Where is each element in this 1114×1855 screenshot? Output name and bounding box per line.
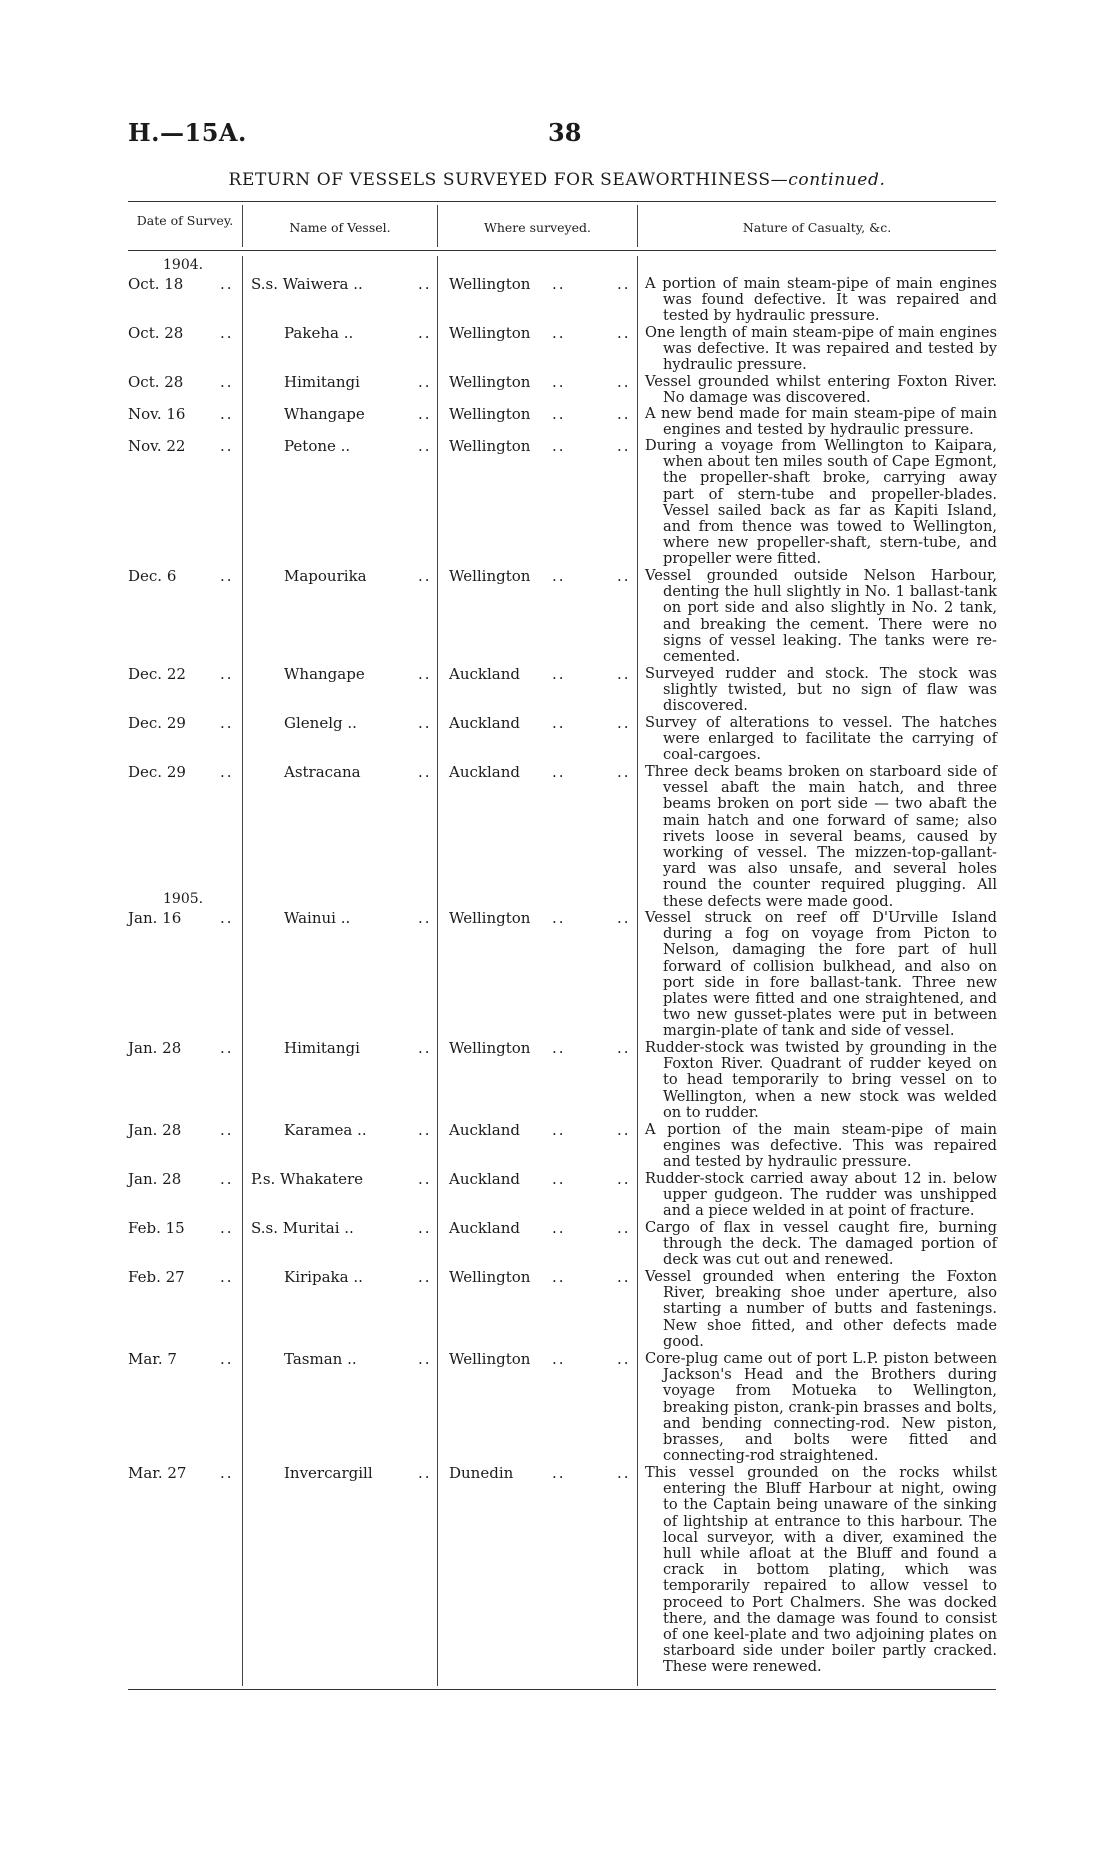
vessel-name: Tasman .. <box>284 1350 357 1368</box>
column-divider-3 <box>637 256 638 1686</box>
leader-dots: .. <box>617 763 631 781</box>
leader-dots: .. <box>418 324 432 342</box>
survey-date: Dec. 29 <box>128 763 186 781</box>
leader-dots: .. <box>220 405 234 423</box>
leader-dots: .. <box>418 1350 432 1368</box>
leader-dots: .. <box>220 1268 234 1286</box>
casualty-description: Vessel grounded outside Nelson Harbour, denting the hull slightly in No. 1 ballast-tank on port side and also slightly in No. 2 tank, and breaking the cement. There were no signs of vessel leaking. The tanks were re-cemented. <box>645 567 997 666</box>
leader-dots: .. <box>220 1039 234 1057</box>
survey-date: Jan. 28 <box>128 1121 182 1139</box>
survey-date: Mar. 7 <box>128 1350 177 1368</box>
leader-dots: .. <box>552 405 566 423</box>
leader-dots: .. <box>418 1268 432 1286</box>
column-header-date: Date of Survey. <box>136 213 234 228</box>
leader-dots: .. <box>418 1039 432 1057</box>
survey-location: Auckland <box>449 763 520 781</box>
leader-dots: .. <box>617 1464 631 1482</box>
survey-location: Wellington <box>449 1350 531 1368</box>
leader-dots: .. <box>220 275 234 293</box>
casualty-description: Vessel grounded whilst entering Foxton River. No damage was discovered. <box>645 373 997 407</box>
survey-date: Jan. 16 <box>128 909 182 927</box>
survey-year: 1905. <box>163 891 204 907</box>
survey-date: Jan. 28 <box>128 1170 182 1188</box>
casualty-description: During a voyage from Wellington to Kaipara, when about ten miles south of Cape Egmont, the propeller-shaft broke, carrying away part of stern-tube and propeller-blades. Vessel sailed back as far as Kapiti Island, and from thence was towed to Wellington, where new propeller-shaft, stern-tube, and propeller were fitted. <box>645 437 997 568</box>
leader-dots: .. <box>617 1039 631 1057</box>
leader-dots: .. <box>617 324 631 342</box>
leader-dots: .. <box>220 1170 234 1188</box>
survey-location: Wellington <box>449 275 531 293</box>
leader-dots: .. <box>220 714 234 732</box>
casualty-description: Cargo of flax in vessel caught fire, burning through the deck. The damaged portion of deck was cut out and renewed. <box>645 1219 997 1269</box>
leader-dots: .. <box>617 405 631 423</box>
survey-location: Wellington <box>449 1268 531 1286</box>
leader-dots: .. <box>552 665 566 683</box>
vessel-name: Himitangi <box>284 373 360 391</box>
leader-dots: .. <box>418 1219 432 1237</box>
leader-dots: .. <box>220 1464 234 1482</box>
leader-dots: .. <box>220 567 234 585</box>
title-main: RETURN OF VESSELS SURVEYED FOR SEAWORTHINESS— <box>228 170 789 190</box>
leader-dots: .. <box>552 1464 566 1482</box>
vessel-name: Invercargill <box>284 1464 373 1482</box>
casualty-description: A portion of main steam-pipe of main engines was found defective. It was repaired and tested by hydraulic pressure. <box>645 275 997 325</box>
leader-dots: .. <box>552 373 566 391</box>
table-header-rule <box>128 250 996 251</box>
survey-date: Nov. 22 <box>128 437 186 455</box>
leader-dots: .. <box>418 665 432 683</box>
leader-dots: .. <box>220 1121 234 1139</box>
leader-dots: .. <box>617 1219 631 1237</box>
leader-dots: .. <box>220 909 234 927</box>
survey-date: Feb. 27 <box>128 1268 185 1286</box>
survey-date: Mar. 27 <box>128 1464 187 1482</box>
vessel-name: Petone .. <box>284 437 351 455</box>
leader-dots: .. <box>552 275 566 293</box>
document-reference: H.—15A. <box>128 118 247 147</box>
vessel-name: Wainui .. <box>284 909 351 927</box>
leader-dots: .. <box>552 1268 566 1286</box>
survey-location: Wellington <box>449 909 531 927</box>
casualty-description: Surveyed rudder and stock. The stock was slightly twisted, but no sign of flaw was discovered. <box>645 665 997 715</box>
vessel-name: Pakeha .. <box>284 324 354 342</box>
survey-location: Wellington <box>449 405 531 423</box>
casualty-description: This vessel grounded on the rocks whilst entering the Bluff Harbour at night, owing to the Captain being unaware of the sinking of lightship at entrance to this harbour. The local surveyor, with a diver, examined the hull while afloat at the Bluff and found a crack in bottom plating, which was temporarily repaired to allow vessel to proceed to Port Chalmers. She was docked there, and the damage was found to consist of one keel-plate and two adjoining plates on starboard side under boiler partly cracked. These were renewed. <box>645 1464 997 1676</box>
casualty-description: Core-plug came out of port L.P. piston between Jackson's Head and the Brothers during voyage from Motueka to Wellington, breaking piston, crank-pin brasses and bolts, and bending connecting-rod. New piston, brasses, and bolts were fitted and connecting-rod straightened. <box>645 1350 997 1465</box>
leader-dots: .. <box>617 1121 631 1139</box>
title-continued: continued. <box>788 170 886 190</box>
survey-date: Nov. 16 <box>128 405 186 423</box>
vessel-name: S.s. Waiwera .. <box>251 275 363 293</box>
survey-location: Auckland <box>449 1121 520 1139</box>
survey-year: 1904. <box>163 257 204 273</box>
column-header-nature: Nature of Casualty, &c. <box>742 220 892 235</box>
leader-dots: .. <box>617 1350 631 1368</box>
casualty-description: A new bend made for main steam-pipe of main engines and tested by hydraulic pressure. <box>645 405 997 439</box>
vessel-name: Kiripaka .. <box>284 1268 363 1286</box>
survey-location: Wellington <box>449 373 531 391</box>
leader-dots: .. <box>418 567 432 585</box>
vessel-name: Astracana <box>284 763 361 781</box>
casualty-description: Three deck beams broken on starboard side of vessel abaft the main hatch, and three beams broken on port side — two abaft the main hatch and one forward of same; also rivets loose in several beams, caused by working of vessel. The mizzen-top-gallant-yard was also unsafe, and several holes round the counter required plugging. All these defects were made good. <box>645 763 997 910</box>
survey-date: Oct. 28 <box>128 324 184 342</box>
leader-dots: .. <box>552 324 566 342</box>
vessel-name: Himitangi <box>284 1039 360 1057</box>
table-top-rule <box>128 201 996 202</box>
leader-dots: .. <box>418 909 432 927</box>
survey-date: Dec. 22 <box>128 665 186 683</box>
leader-dots: .. <box>418 437 432 455</box>
page-title <box>0 170 1114 190</box>
casualty-description: Rudder-stock carried away about 12 in. below upper gudgeon. The rudder was unshipped and a piece welded in at point of fracture. <box>645 1170 997 1220</box>
leader-dots: .. <box>552 437 566 455</box>
survey-location: Auckland <box>449 1219 520 1237</box>
vessel-name: Whangape <box>284 405 365 423</box>
survey-location: Auckland <box>449 1170 520 1188</box>
leader-dots: .. <box>617 714 631 732</box>
leader-dots: .. <box>617 275 631 293</box>
survey-location: Auckland <box>449 714 520 732</box>
survey-date: Feb. 15 <box>128 1219 185 1237</box>
casualty-description: Survey of alterations to vessel. The hatches were enlarged to facilitate the carrying of coal-cargoes. <box>645 714 997 764</box>
leader-dots: .. <box>418 763 432 781</box>
leader-dots: .. <box>220 1350 234 1368</box>
column-header-where: Where surveyed. <box>484 220 591 235</box>
leader-dots: .. <box>418 1464 432 1482</box>
casualty-description: Vessel struck on reef off D'Urville Island during a fog on voyage from Picton to Nelson, damaging the fore part of hull forward of collision bulkhead, and also on port side in fore ballast-tank. Three new plates were fitted and one straightened, and two new gusset-plates were put in between margin-plate of tank and side of vessel. <box>645 909 997 1040</box>
leader-dots: .. <box>418 1170 432 1188</box>
leader-dots: .. <box>617 909 631 927</box>
leader-dots: .. <box>552 1219 566 1237</box>
vessel-name: Glenelg .. <box>284 714 357 732</box>
leader-dots: .. <box>220 1219 234 1237</box>
leader-dots: .. <box>552 1121 566 1139</box>
leader-dots: .. <box>220 665 234 683</box>
column-header-name: Name of Vessel. <box>289 220 391 235</box>
column-divider-2 <box>437 256 438 1686</box>
leader-dots: .. <box>220 437 234 455</box>
vessel-name: Whangape <box>284 665 365 683</box>
survey-date: Dec. 6 <box>128 567 177 585</box>
leader-dots: .. <box>418 714 432 732</box>
leader-dots: .. <box>552 567 566 585</box>
survey-date: Dec. 29 <box>128 714 186 732</box>
casualty-description: One length of main steam-pipe of main engines was defective. It was repaired and tested by hydraulic pressure. <box>645 324 997 374</box>
leader-dots: .. <box>220 373 234 391</box>
survey-date: Oct. 28 <box>128 373 184 391</box>
leader-dots: .. <box>617 665 631 683</box>
leader-dots: .. <box>617 437 631 455</box>
casualty-description: Rudder-stock was twisted by grounding in the Foxton River. Quadrant of rudder keyed on to head temporarily to bring vessel on to Wellington, when a new stock was welded on to rudder. <box>645 1039 997 1121</box>
survey-date: Oct. 18 <box>128 275 184 293</box>
leader-dots: .. <box>418 405 432 423</box>
column-divider-1 <box>242 256 243 1686</box>
vessel-name: Mapourika <box>284 567 367 585</box>
survey-location: Auckland <box>449 665 520 683</box>
leader-dots: .. <box>552 909 566 927</box>
leader-dots: .. <box>418 275 432 293</box>
leader-dots: .. <box>552 1039 566 1057</box>
leader-dots: .. <box>617 567 631 585</box>
casualty-description: Vessel grounded when entering the Foxton River, breaking shoe under aperture, also starting a number of butts and fastenings. New shoe fitted, and other defects made good. <box>645 1268 997 1350</box>
survey-location: Wellington <box>449 1039 531 1057</box>
survey-location: Dunedin <box>449 1464 514 1482</box>
leader-dots: .. <box>617 1170 631 1188</box>
page-number: 38 <box>548 118 582 147</box>
leader-dots: .. <box>418 373 432 391</box>
vessel-name: Karamea .. <box>284 1121 367 1139</box>
casualty-description: A portion of the main steam-pipe of main engines was defective. This was repaired and tested by hydraulic pressure. <box>645 1121 997 1171</box>
vessel-name: S.s. Muritai .. <box>251 1219 354 1237</box>
leader-dots: .. <box>552 763 566 781</box>
survey-date: Jan. 28 <box>128 1039 182 1057</box>
leader-dots: .. <box>552 714 566 732</box>
survey-location: Wellington <box>449 437 531 455</box>
table-bottom-rule <box>128 1689 996 1690</box>
leader-dots: .. <box>220 324 234 342</box>
leader-dots: .. <box>617 1268 631 1286</box>
leader-dots: .. <box>418 1121 432 1139</box>
leader-dots: .. <box>552 1350 566 1368</box>
survey-location: Wellington <box>449 567 531 585</box>
survey-location: Wellington <box>449 324 531 342</box>
leader-dots: .. <box>617 373 631 391</box>
leader-dots: .. <box>552 1170 566 1188</box>
leader-dots: .. <box>220 763 234 781</box>
vessel-name: P.s. Whakatere <box>251 1170 364 1188</box>
